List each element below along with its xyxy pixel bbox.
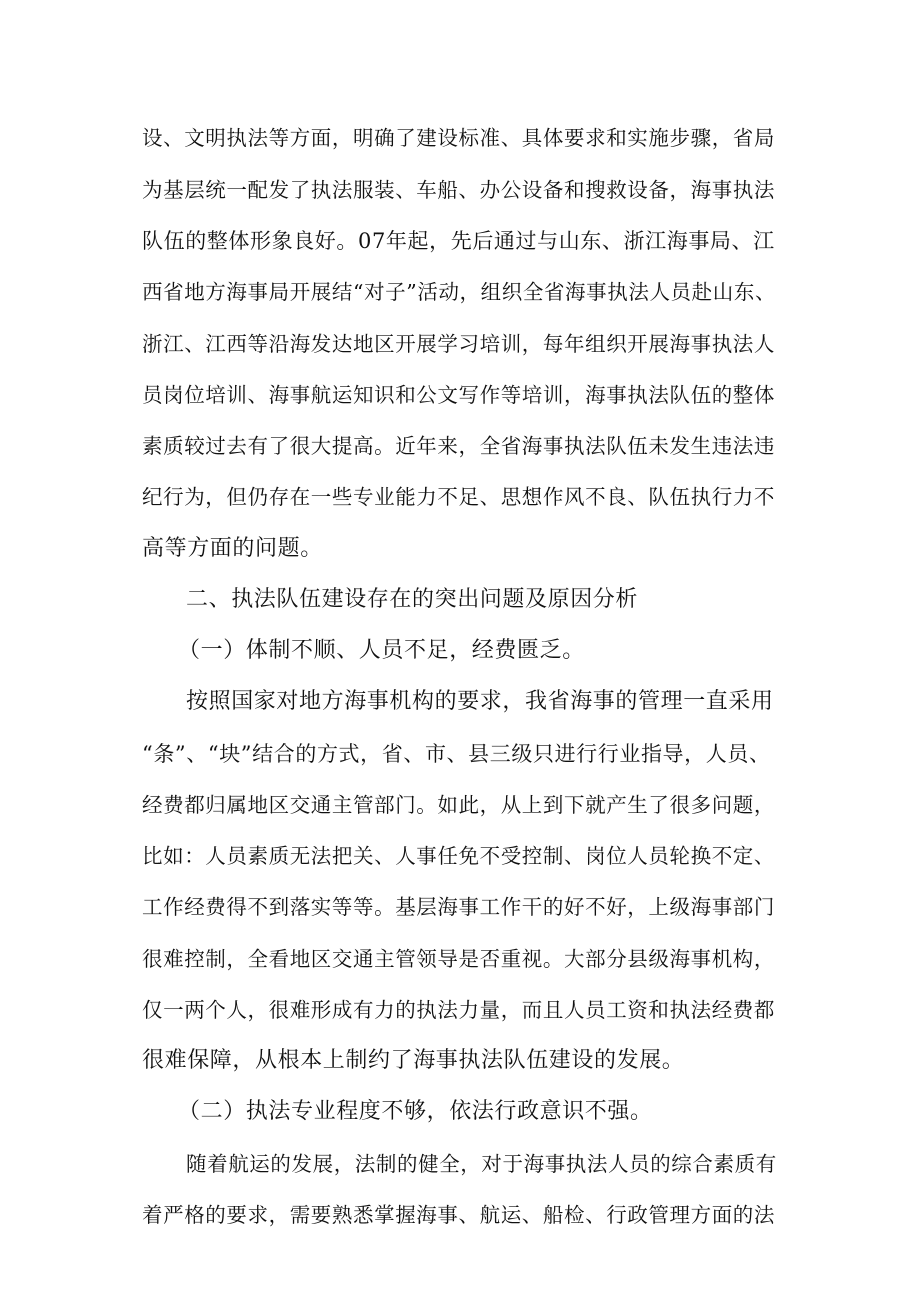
section-heading: 二、执法队伍建设存在的突出问题及原因分析: [186, 587, 639, 612]
paragraph-line: 比如：人员素质无法把关、人事任免不受控制、岗位人员轮换不定、: [142, 844, 775, 868]
paragraph-line: 仅一两个人，很难形成有力的执法力量，而且人员工资和执法经费都: [142, 998, 775, 1022]
paragraph-line: 很难保障，从根本上制约了海事执法队伍建设的发展。: [142, 1048, 685, 1073]
paragraph-line: 随着航运的发展，法制的健全，对于海事执法人员的综合素质有: [186, 1152, 777, 1176]
paragraph-line: 西省地方海事局开展结“对子”活动，组织全省海事执法人员赴山东、: [142, 280, 777, 304]
paragraph-line: 高等方面的问题。: [142, 536, 323, 561]
paragraph-line: 着严格的要求，需要熟悉掌握海事、航运、船检、行政管理方面的法: [142, 1203, 775, 1227]
paragraph-line: “条”、“块”结合的方式，省、市、县三级只进行行业指导，人员、: [142, 742, 771, 766]
paragraph-line: 队伍的整体形象良好。07年起，先后通过与山东、浙江海事局、江: [142, 229, 775, 253]
paragraph-line: 为基层统一配发了执法服装、车船、办公设备和搜救设备，海事执法: [142, 178, 775, 202]
paragraph-line: 经费都归属地区交通主管部门。如此，从上到下就产生了很多问题，: [142, 793, 775, 817]
paragraph-line: 设、文明执法等方面，明确了建设标准、具体要求和实施步骤，省局: [142, 126, 775, 150]
paragraph-line: 素质较过去有了很大提高。近年来，全省海事执法队伍未发生违法违: [142, 434, 775, 458]
subsection-heading: （一）体制不顺、人员不足，经费匮乏。: [178, 638, 585, 663]
subsection-heading: （二）执法专业程度不够，依法行政意识不强。: [178, 1099, 653, 1124]
paragraph-line: 按照国家对地方海事机构的要求，我省海事的管理一直采用: [186, 689, 774, 714]
paragraph-line: 浙江、江西等沿海发达地区开展学习培训，每年组织开展海事执法人: [142, 332, 775, 356]
paragraph-line: 工作经费得不到落实等等。基层海事工作干的好不好，上级海事部门: [142, 895, 775, 919]
paragraph-line: 很难控制，全看地区交通主管领导是否重视。大部分县级海事机构，: [142, 947, 775, 971]
paragraph-line: 员岗位培训、海事航运知识和公文写作等培训，海事执法队伍的整体: [142, 383, 775, 407]
paragraph-line: 纪行为，但仍存在一些专业能力不足、思想作风不良、队伍执行力不: [142, 485, 775, 509]
